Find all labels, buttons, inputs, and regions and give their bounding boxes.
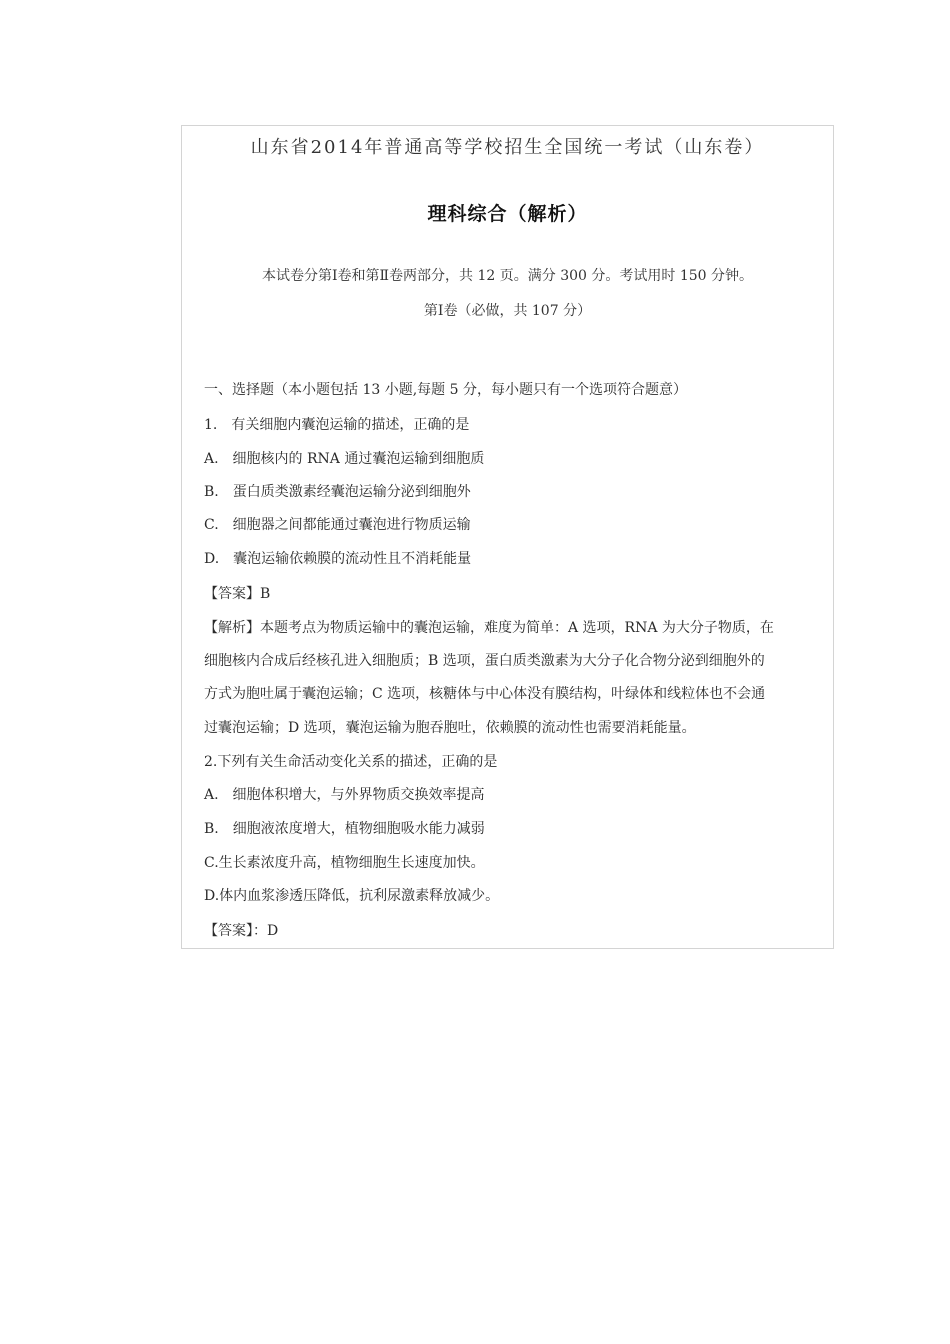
exam-header: 山东省2014年普通高等学校招生全国统一考试（山东卷） xyxy=(250,137,765,158)
section-title: 一、选择题（本小题包括 13 小题,每题 5 分，每小题只有一个选项符合题意） xyxy=(204,382,687,398)
question-2-option-c: C.生长素浓度升高，植物细胞生长速度加快。 xyxy=(204,855,485,871)
question-1-analysis-line: 方式为胞吐属于囊泡运输；C 选项，核糖体与中心体没有膜结构，叶绿体和线粒体也不会通 xyxy=(204,686,766,702)
part-label: 第Ⅰ卷（必做，共 107 分） xyxy=(423,303,592,319)
question-1-analysis-line: 【解析】本题考点为物质运输中的囊泡运输，难度为简单：A 选项，RNA 为大分子物质，在 xyxy=(204,620,774,636)
question-2-option-b: B. 细胞液浓度增大，植物细胞吸水能力减弱 xyxy=(204,821,485,837)
question-2-answer: 【答案】：D xyxy=(204,923,279,939)
question-1-analysis-line: 细胞核内合成后经核孔进入细胞质；B 选项，蛋白质类激素为大分子化合物分泌到细胞外的 xyxy=(204,653,765,669)
question-1-option-d: D. 囊泡运输依赖膜的流动性且不消耗能量 xyxy=(204,551,472,567)
question-2-option-a: A. 细胞体积增大，与外界物质交换效率提高 xyxy=(204,787,485,803)
question-1-answer: 【答案】B xyxy=(204,586,271,602)
question-1-option-b: B. 蛋白质类激素经囊泡运输分泌到细胞外 xyxy=(204,484,471,500)
exam-intro: 本试卷分第Ⅰ卷和第Ⅱ卷两部分，共 12 页。满分 300 分。考试用时 150 分钟。 xyxy=(261,268,753,284)
question-1-stem: 1. 有关细胞内囊泡运输的描述，正确的是 xyxy=(204,417,470,433)
subject-title: 理科综合（解析） xyxy=(427,203,588,225)
scanned-exam-page xyxy=(181,125,834,949)
question-2-option-d: D.体内血浆渗透压降低，抗利尿激素释放减少。 xyxy=(204,888,500,904)
question-1-option-a: A. 细胞核内的 RNA 通过囊泡运输到细胞质 xyxy=(204,451,485,467)
question-1-analysis-line: 过囊泡运输；D 选项，囊泡运输为胞吞胞吐，依赖膜的流动性也需要消耗能量。 xyxy=(204,720,696,736)
question-1-option-c: C. 细胞器之间都能通过囊泡进行物质运输 xyxy=(204,517,471,533)
question-2-stem: 2.下列有关生命活动变化关系的描述，正确的是 xyxy=(204,754,498,770)
